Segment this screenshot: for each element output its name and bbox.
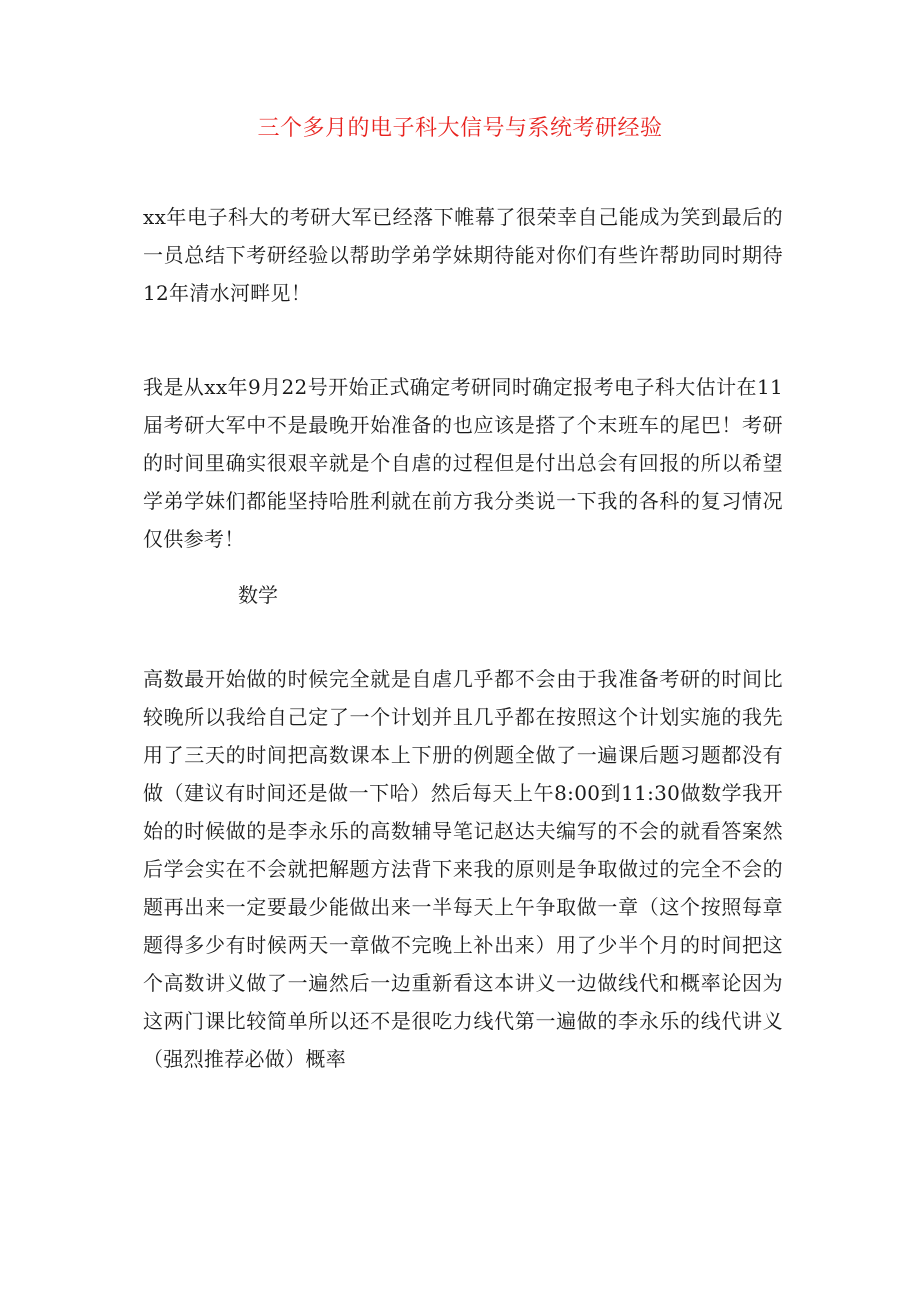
intro-paragraph: xx年电子科大的考研大军已经落下帷幕了很荣幸自己能成为笑到最后的一员总结下考研经验以帮助学弟学妹期待能对你们有些许帮助同时期待12年清水河畔见！: [143, 205, 783, 305]
section-heading-math: 数学: [238, 583, 278, 607]
background-paragraph: 我是从xx年9月22号开始正式确定考研同时确定报考电子科大估计在11届考研大军中不是最晚开始准备的也应该是搭了个末班车的尾巴！考研的时间里确实很艰辛就是个自虐的过程但是付出总会有回报的所以希望学弟学妹们都能坚持哈胜利就在前方我分类说一下我的各科的复习情况仅供参考！: [143, 375, 783, 551]
document-title: 三个多月的电子科大信号与系统考研经验: [257, 116, 663, 141]
math-paragraph: 高数最开始做的时候完全就是自虐几乎都不会由于我准备考研的时间比较晚所以我给自己定了一个计划并且几乎都在按照这个计划实施的我先用了三天的时间把高数课本上下册的例题全做了一遍课后题习题都没有做（建议有时间还是做一下哈）然后每天上午8:00到11:30做数学我开始的时候做的是李永乐的高数辅导笔记赵达夫编写的不会的就看答案然后学会实在不会就把解题方法背下来我的原则是争取做过的完全不会的题再出来一定要最少能做出来一半每天上午争取做一章（这个按照每章题得多少有时候两天一章做不完晚上补出来）用了少半个月的时间把这个高数讲义做了一遍然后一边重新看这本讲义一边做线代和概率论因为这两门课比较简单所以还不是很吃力线代第一遍做的李永乐的线代讲义（强烈推荐必做）概率: [143, 667, 783, 1071]
